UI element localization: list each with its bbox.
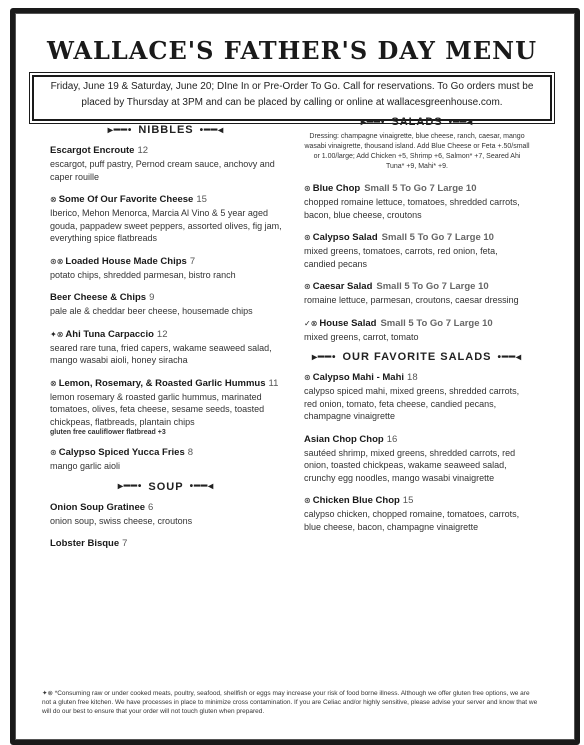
menu-item-description: potato chips, shredded parmesan, bistro ranch: [50, 269, 236, 280]
favorite-salads-heading-label: OUR FAVORITE SALADS: [342, 351, 492, 363]
menu-item-description: calypso spiced mahi, mixed greens, shredded carrots, red onion, tomato, feta cheese, candied pecans, champagne vinaigrette: [304, 386, 520, 421]
notice-box: Friday, June 19 & Saturday, June 20; DIne In or Pre-Order To Go. Call for reservations. To Go orders must be placed by Thursday at 3PM and can be placed by calling or online at wallacesgreenhouse.com.: [32, 75, 552, 121]
menu-item-name: Chicken Blue Chop: [312, 495, 400, 506]
dietary-icon: ⊛: [304, 282, 311, 291]
menu-item: [50, 373, 282, 437]
dietary-icon: ⊛: [304, 184, 311, 193]
arrow-left-icon: ▸━━•: [107, 124, 133, 136]
menu-item-title-line: [304, 178, 530, 196]
menu-item-name: House Salad: [319, 317, 377, 329]
menu-item-name: Loaded House Made Chips: [65, 255, 187, 267]
menu-item: [304, 313, 530, 344]
right-column: [304, 116, 530, 539]
menu-item-description: sautéed shrimp, mixed greens, shredded carrots, red onion, toasted chickpeas, wakame seaweed salad, crunchy egg noodles, mango wasabi vinaigrette: [304, 447, 516, 483]
dietary-icon: ✦⊗: [50, 329, 64, 339]
menu-item-description: chopped romaine lettuce, tomatoes, shredded carrots, bacon, blue cheese, croutons: [304, 197, 520, 220]
menu-item-name: Calypso Salad: [312, 232, 378, 243]
favorite-salads-list: [304, 367, 530, 533]
menu-item-name: Caesar Salad: [312, 281, 373, 292]
menu-item-description: pale ale & cheddar beer cheese, housemade chips: [50, 306, 253, 316]
menu-item-title-line: [50, 442, 282, 460]
menu-item: [50, 251, 282, 282]
menu-item-description: seared rare tuna, fried capers, wakame seaweed salad, mango wasabi aioli, honey siracha: [50, 342, 272, 365]
nibbles-heading-label: NIBBLES: [138, 124, 194, 136]
menu-item-price: 15: [402, 495, 414, 506]
menu-item-sizes: Small 5 To Go 7 Large 10: [364, 183, 477, 194]
menu-item-title-line: [50, 533, 282, 551]
menu-item-name: Calypso Mahi - Mahi: [312, 372, 405, 383]
menu-item-title-line: [304, 429, 530, 447]
menu-item-title-line: [304, 490, 530, 508]
soup-heading-label: SOUP: [148, 480, 184, 493]
menu-item: [304, 367, 530, 423]
menu-item: [50, 189, 282, 245]
menu-item-title-line: [50, 251, 282, 269]
menu-item-title-line: [50, 140, 282, 158]
arrow-right-icon: •━━◂: [448, 116, 474, 128]
menu-item-name: Some Of Our Favorite Cheese: [58, 194, 194, 205]
arrow-left-icon: ▸━━•: [311, 351, 337, 363]
menu-item-name: Blue Chop: [312, 183, 361, 194]
favorite-salads-heading: [304, 351, 530, 363]
nibbles-heading: [50, 124, 282, 136]
soup-list: [50, 497, 282, 552]
menu-item-description: mixed greens, tomatoes, carrots, red onion, feta, candied pecans: [304, 246, 498, 269]
menu-item: [50, 533, 282, 551]
menu-item-price: 12: [156, 328, 168, 340]
salads-list: [304, 178, 530, 343]
dressing-note: Dressing: champagne vinaigrette, blue cheese, ranch, caesar, mango wasabi vinaigrette, thousand island. Add Blue Cheese or Feta +.50/small or 1.00/large; Add Chicken +5, Shrimp +6, Salmon* +7, Seared Ahi Tuna* +9, Mahi* +9.: [304, 133, 530, 170]
menu-item-title-line: [50, 373, 282, 391]
menu-item-extra: gluten free cauliflower flatbread +3: [50, 429, 166, 436]
dietary-icon: ⊛: [50, 448, 57, 457]
soup-heading: [50, 481, 282, 493]
menu-item: [304, 490, 530, 533]
menu-item-title-line: [304, 227, 530, 245]
menu-item-title-line: [50, 189, 282, 207]
menu-item-title-line: [304, 313, 530, 331]
menu-item-title-line: [50, 287, 282, 305]
menu-item: [50, 140, 282, 183]
dietary-icon: ⊛: [304, 373, 311, 382]
menu-item-description: romaine lettuce, parmesan, croutons, caesar dressing: [304, 295, 519, 305]
nibbles-list: [50, 140, 282, 473]
arrow-right-icon: •━━◂: [199, 124, 225, 136]
menu-item-price: 8: [187, 447, 194, 458]
menu-item: [304, 227, 530, 270]
menu-item-sizes: Small 5 To Go 7 Large 10: [380, 317, 493, 329]
menu-item: [304, 429, 530, 485]
menu-item-description: calypso chicken, chopped romaine, tomatoes, carrots, blue cheese, bacon, champagne vinaigrette: [304, 509, 520, 532]
dietary-icon: ⊛: [304, 233, 311, 242]
menu-item-title-line: [304, 367, 530, 385]
menu-item-price: 18: [407, 372, 418, 383]
menu-item-description: lemon rosemary & roasted garlic hummus, marinated tomatoes, olives, feta cheese, sesame seeds, toasted chickpeas, flatbreads, plantain chips: [50, 391, 265, 427]
menu-item-name: Escargot Encroute: [50, 145, 135, 156]
menu-item-title-line: [50, 497, 282, 515]
left-column: [50, 124, 282, 557]
menu-item-description: onion soup, swiss cheese, croutons: [50, 515, 193, 526]
menu-item: [304, 276, 530, 307]
dietary-icon: ⊛: [304, 496, 311, 505]
dietary-icon: ⊗: [50, 378, 57, 388]
menu-item-name: Lobster Bisque: [50, 538, 120, 549]
menu-item-name: Onion Soup Gratinee: [50, 501, 146, 513]
menu-item-title-line: [50, 324, 282, 342]
salads-heading: [304, 116, 530, 128]
allergy-disclaimer: ✦⊗ *Consuming raw or under cooked meats, poultry, seafood, shellfish or eggs may increase your risk of food borne illness. Although we offer gluten free options, we are not a gluten free kitchen. We have processes in place to minimize cross contamination. If you are Celiac and/or highly sensitive, please advise your server and know that we will do our best to ensure that your order will not touch gluten when prepared.: [42, 690, 538, 715]
arrow-left-icon: ▸━━•: [360, 116, 386, 128]
menu-item-price: 7: [122, 538, 128, 549]
menu-item: [50, 442, 282, 473]
menu-item-title-line: [304, 276, 530, 294]
menu-item-name: Ahi Tuna Carpaccio: [65, 328, 154, 340]
menu-item-description: Iberico, Mehon Menorca, Marcia Al Vino & 5 year aged gouda, pappadew sweet peppers, assorted olives, fig jam, everything spice flatbreads: [50, 208, 282, 243]
arrow-right-icon: •━━◂: [189, 481, 215, 492]
menu-item-name: Calypso Spiced Yucca Fries: [58, 447, 185, 458]
menu-item-description: mixed greens, carrot, tomato: [304, 331, 419, 342]
menu-item-sizes: Small 5 To Go 7 Large 10: [376, 281, 489, 292]
menu-item-name: Asian Chop Chop: [304, 433, 384, 445]
dietary-icon: ⊛⊗: [50, 256, 64, 266]
menu-item: [304, 178, 530, 221]
menu-item-price: 9: [149, 292, 155, 303]
menu-item-price: 15: [196, 194, 207, 205]
menu-item: [50, 497, 282, 528]
menu-item-description: escargot, puff pastry, Pernod cream sauce, anchovy and caper rouille: [50, 159, 275, 182]
dietary-icon: ⊗: [50, 195, 57, 204]
menu-item-name: Lemon, Rosemary, & Roasted Garlic Hummus: [58, 377, 266, 389]
page-title: WALLACE'S FATHER'S DAY MENU: [46, 36, 538, 65]
menu-item-sizes: Small 5 To Go 7 Large 10: [381, 232, 494, 243]
salads-heading-label: SALADS: [391, 116, 443, 128]
menu-item-price: 12: [137, 145, 149, 156]
menu-item-price: 16: [386, 433, 398, 445]
dietary-icon: ✓⊗: [304, 318, 318, 328]
menu-item-price: 11: [268, 377, 279, 389]
arrow-right-icon: •━━◂: [497, 351, 523, 363]
menu-item-name: Beer Cheese & Chips: [50, 292, 147, 303]
arrow-left-icon: ▸━━•: [117, 481, 143, 492]
menu-item: [50, 287, 282, 318]
menu-item-description: mango garlic aioli: [50, 461, 121, 471]
menu-item: [50, 324, 282, 367]
menu-item-price: 6: [148, 501, 154, 513]
menu-item-price: 7: [189, 255, 196, 267]
